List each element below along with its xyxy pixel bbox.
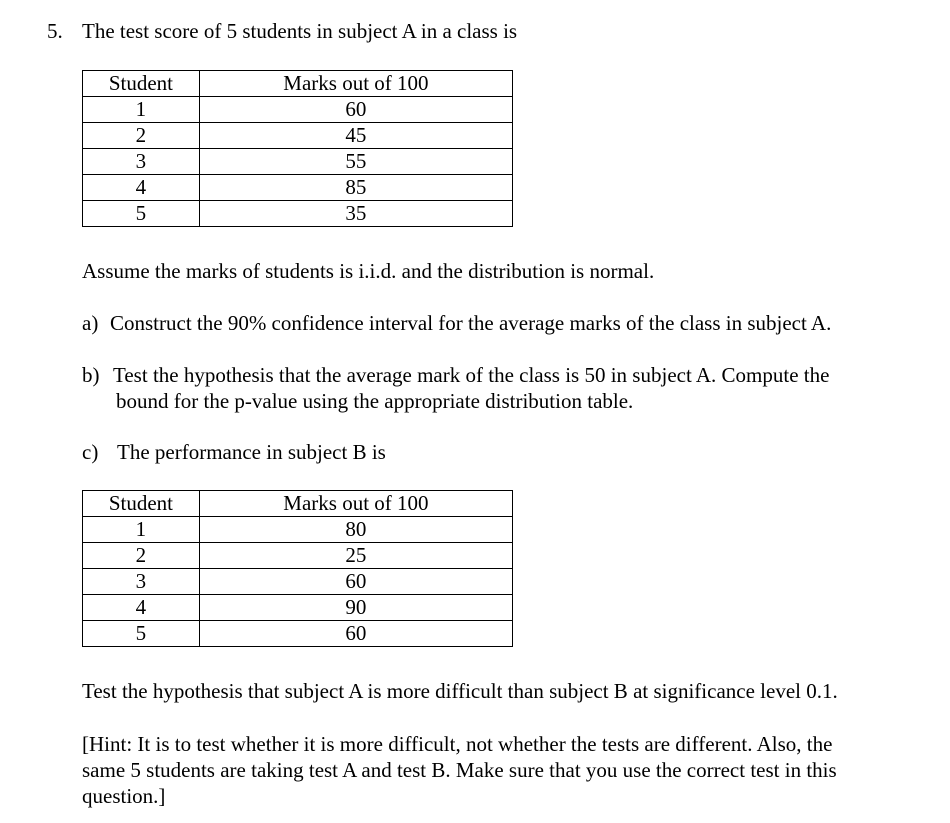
column-header-marks: Marks out of 100 [199,71,512,97]
part-b-label: b) [82,363,100,387]
marks-cell: 80 [199,517,512,543]
student-cell: 3 [83,569,200,595]
hint-line1: [Hint: It is to test whether it is more difficult, not whether the tests are different. Also, the [82,732,833,756]
column-header-marks: Marks out of 100 [199,491,512,517]
subject-a-table [82,70,513,227]
marks-cell: 55 [199,149,512,175]
table-row [83,97,513,123]
table-row [83,543,513,569]
part-b-text-line1: Test the hypothesis that the average mark of the class is 50 in subject A. Compute the [113,363,830,387]
marks-cell: 85 [199,175,512,201]
marks-cell: 25 [199,543,512,569]
student-cell: 3 [83,149,200,175]
marks-cell: 90 [199,595,512,621]
part-a-label: a) [82,311,99,335]
question-intro: The test score of 5 students in subject A in a class is [82,19,518,43]
table-row [83,201,513,227]
part-a-text: Construct the 90% confidence interval for the average marks of the class in subject A. [110,311,832,335]
table-header-row [83,491,513,517]
student-cell: 2 [83,123,200,149]
table-header-row [83,71,513,97]
subject-b-table [82,490,513,647]
column-header-student: Student [83,71,200,97]
hint-line2: same 5 students are taking test A and test B. Make sure that you use the correct test in this [82,758,837,782]
table-row [83,123,513,149]
marks-cell: 45 [199,123,512,149]
student-cell: 1 [83,517,200,543]
table-row [83,517,513,543]
student-cell: 4 [83,595,200,621]
student-cell: 4 [83,175,200,201]
student-cell: 5 [83,201,200,227]
student-cell: 2 [83,543,200,569]
table-row [83,621,513,647]
column-header-student: Student [83,491,200,517]
part-b-text-line2: bound for the p-value using the appropriate distribution table. [116,389,634,413]
assumption-text: Assume the marks of students is i.i.d. and the distribution is normal. [82,259,655,283]
question-number: 5. [47,19,63,43]
student-cell: 5 [83,621,200,647]
marks-cell: 35 [199,201,512,227]
marks-cell: 60 [199,97,512,123]
table-row [83,569,513,595]
student-cell: 1 [83,97,200,123]
test-statement: Test the hypothesis that subject A is more difficult than subject B at significance level 0.1. [82,679,838,703]
part-c-text: The performance in subject B is [117,440,386,464]
marks-cell: 60 [199,569,512,595]
part-c-label: c) [82,440,99,464]
hint-line3: question.] [82,784,166,808]
table-row [83,149,513,175]
table-row [83,175,513,201]
marks-cell: 60 [199,621,512,647]
table-row [83,595,513,621]
